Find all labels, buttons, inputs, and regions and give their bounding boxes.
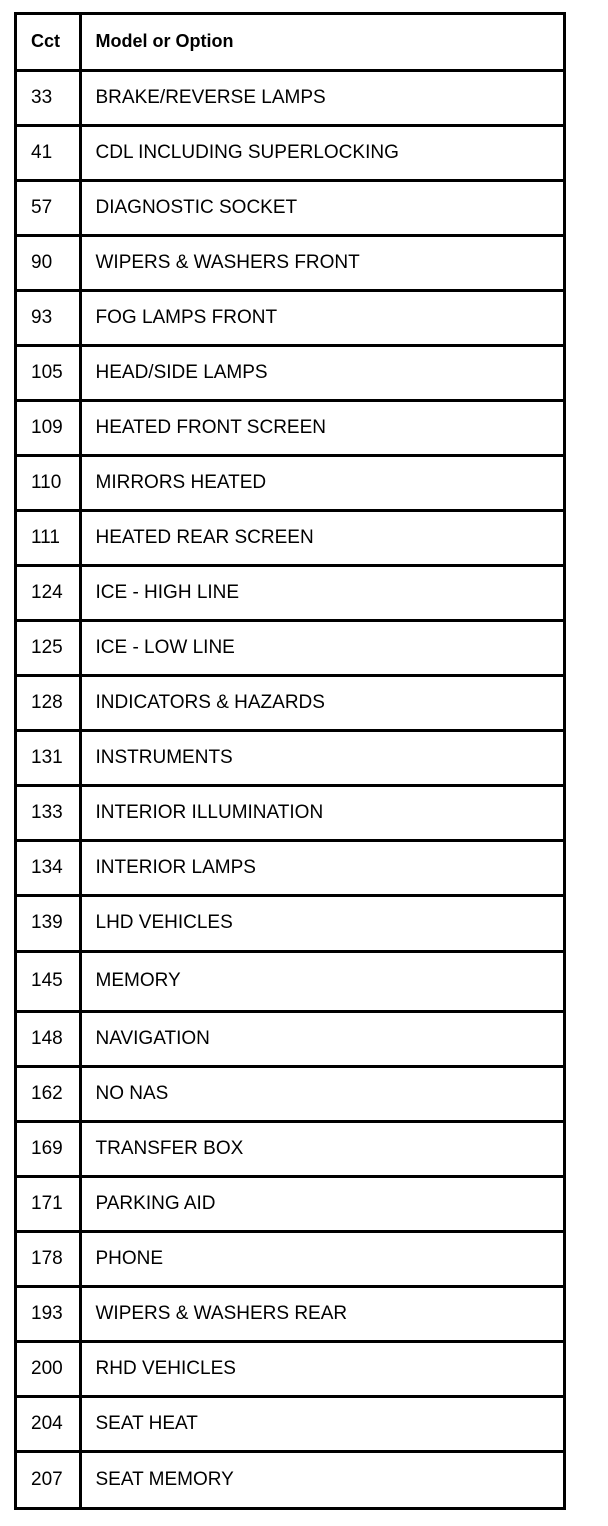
model-option-cell: PHONE [80, 1231, 563, 1286]
model-option-cell: WIPERS & WASHERS REAR [80, 1286, 563, 1341]
cct-number-cell: 109 [17, 400, 80, 455]
table-row [17, 841, 563, 896]
table-row [17, 1452, 563, 1507]
cct-number-cell: 171 [17, 1176, 80, 1231]
model-option-cell: FOG LAMPS FRONT [80, 290, 563, 345]
table-row [17, 786, 563, 841]
table-row [17, 1066, 563, 1121]
cct-number-cell: 124 [17, 566, 80, 621]
table-row [17, 1286, 563, 1341]
table-row [17, 290, 563, 345]
cct-number-cell: 200 [17, 1341, 80, 1396]
cct-number-cell: 193 [17, 1286, 80, 1341]
cct-number-cell: 33 [17, 70, 80, 125]
cct-number-cell: 139 [17, 896, 80, 951]
model-option-cell: MIRRORS HEATED [80, 455, 563, 510]
table-row [17, 1121, 563, 1176]
table-row [17, 1176, 563, 1231]
table-row [17, 731, 563, 786]
model-option-cell: PARKING AID [80, 1176, 563, 1231]
model-option-cell: SEAT HEAT [80, 1397, 563, 1452]
model-option-cell: ICE - HIGH LINE [80, 566, 563, 621]
model-option-cell: MEMORY [80, 951, 563, 1011]
cct-number-cell: 41 [17, 125, 80, 180]
table-row [17, 70, 563, 125]
cct-number-cell: 110 [17, 455, 80, 510]
cct-number-cell: 145 [17, 951, 80, 1011]
table-row [17, 180, 563, 235]
cct-number-cell: 93 [17, 290, 80, 345]
table-row [17, 566, 563, 621]
model-option-cell: LHD VEHICLES [80, 896, 563, 951]
cct-number-cell: 125 [17, 621, 80, 676]
cct-number-cell: 105 [17, 345, 80, 400]
model-option-cell: ICE - LOW LINE [80, 621, 563, 676]
cct-number-cell: 204 [17, 1397, 80, 1452]
table-row [17, 455, 563, 510]
table-row [17, 951, 563, 1011]
cct-number-cell: 134 [17, 841, 80, 896]
model-option-cell: INDICATORS & HAZARDS [80, 676, 563, 731]
model-option-cell: NAVIGATION [80, 1011, 563, 1066]
cct-number-cell: 90 [17, 235, 80, 290]
table-header-row [17, 15, 563, 70]
table-row [17, 511, 563, 566]
cct-number-cell: 169 [17, 1121, 80, 1176]
table-row [17, 345, 563, 400]
model-option-cell: BRAKE/REVERSE LAMPS [80, 70, 563, 125]
model-option-cell: HEAD/SIDE LAMPS [80, 345, 563, 400]
circuit-options-table-frame [14, 12, 566, 1510]
table-row [17, 1341, 563, 1396]
cct-number-cell: 111 [17, 511, 80, 566]
table-row [17, 235, 563, 290]
model-option-cell: CDL INCLUDING SUPERLOCKING [80, 125, 563, 180]
cct-column-header: Cct [17, 15, 80, 70]
cct-number-cell: 57 [17, 180, 80, 235]
model-option-cell: SEAT MEMORY [80, 1452, 563, 1507]
circuit-options-table [17, 15, 563, 1507]
cct-number-cell: 148 [17, 1011, 80, 1066]
model-option-cell: DIAGNOSTIC SOCKET [80, 180, 563, 235]
table-row [17, 621, 563, 676]
model-option-cell: HEATED FRONT SCREEN [80, 400, 563, 455]
model-option-cell: NO NAS [80, 1066, 563, 1121]
table-row [17, 1011, 563, 1066]
model-option-column-header: Model or Option [80, 15, 563, 70]
cct-number-cell: 131 [17, 731, 80, 786]
cct-number-cell: 162 [17, 1066, 80, 1121]
cct-number-cell: 207 [17, 1452, 80, 1507]
table-row [17, 1397, 563, 1452]
model-option-cell: INTERIOR LAMPS [80, 841, 563, 896]
table-row [17, 676, 563, 731]
table-row [17, 400, 563, 455]
table-row [17, 896, 563, 951]
model-option-cell: WIPERS & WASHERS FRONT [80, 235, 563, 290]
model-option-cell: HEATED REAR SCREEN [80, 511, 563, 566]
cct-number-cell: 178 [17, 1231, 80, 1286]
model-option-cell: INTERIOR ILLUMINATION [80, 786, 563, 841]
model-option-cell: INSTRUMENTS [80, 731, 563, 786]
table-body [17, 70, 563, 1507]
cct-number-cell: 133 [17, 786, 80, 841]
table-row [17, 125, 563, 180]
cct-number-cell: 128 [17, 676, 80, 731]
table-row [17, 1231, 563, 1286]
model-option-cell: RHD VEHICLES [80, 1341, 563, 1396]
model-option-cell: TRANSFER BOX [80, 1121, 563, 1176]
